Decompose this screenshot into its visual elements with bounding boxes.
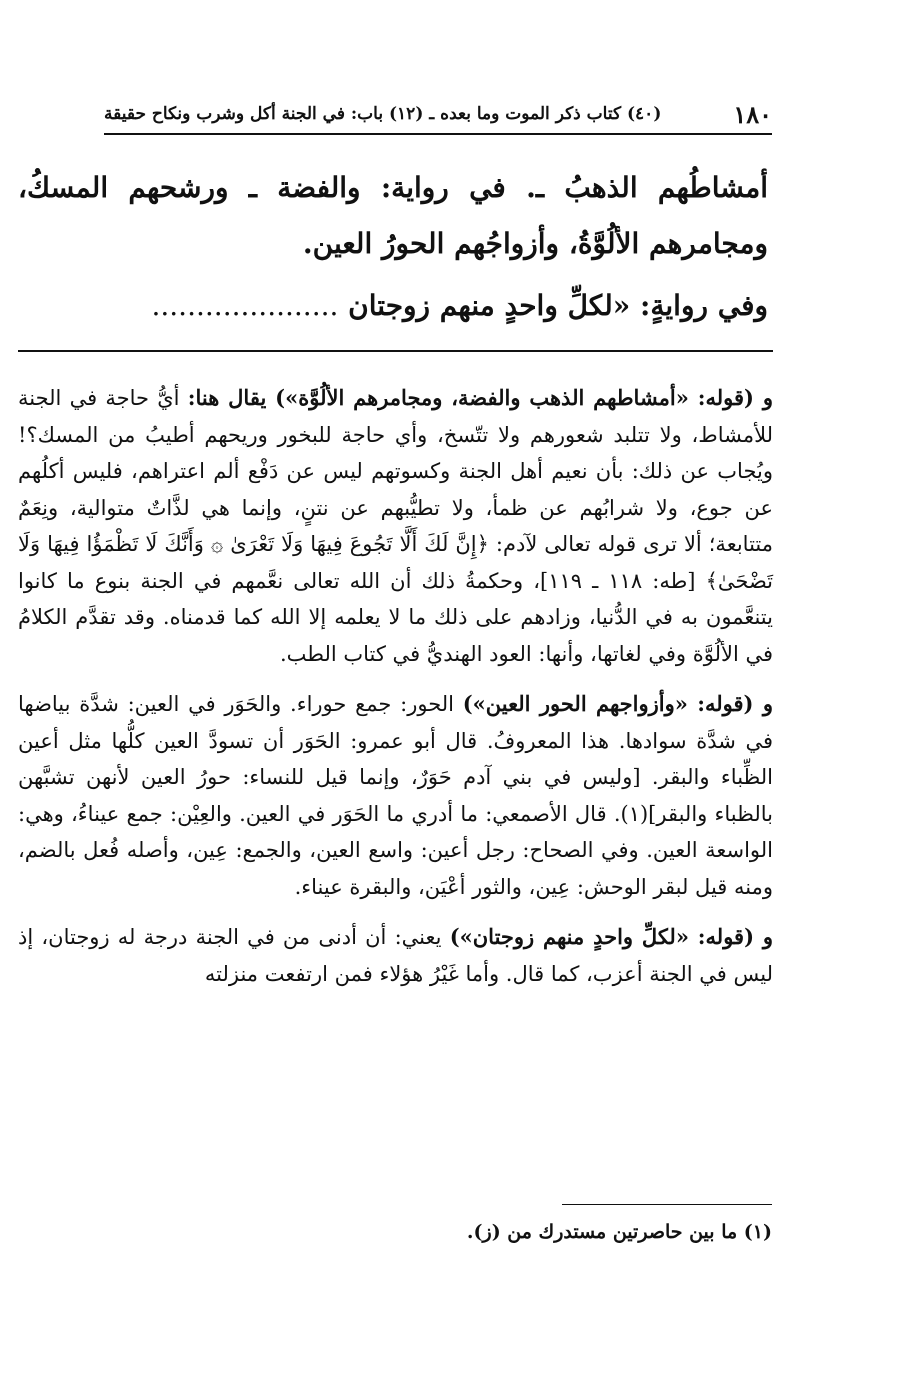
ellipsis-dots: ..................... [151, 289, 339, 322]
hadith-line: وفي روايةٍ: «لكلِّ واحدٍ منهم زوجتان [348, 289, 768, 322]
commentary-body: أيُّ حاجة في الجنة للأمشاط، ولا تتلبد شعورهم ولا تتّسخ، وأي حاجة للبخور وريحهم أطيبُ من المسك؟! ويُجاب عن ذلك: بأن نعيم أهل الجنة وكسوتهم ليس عن دَفْع ألم اعتراهم، فليس أكلُهم عن جوع، ولا شرابُهم عن ظمأ، ولا تطيُّبهم عن نتنٍ، وإنما هي لذَّاتٌ متوالية، ونِعَمٌ متتابعة؛ ألا ترى قوله تعالى لآدم: ﴿إِنَّ لَكَ أَلَّا تَجُوعَ فِيهَا وَلَا تَعْرَىٰ ۞ وَأَنَّكَ لَا تَظْمَؤُا فِيهَا وَلَا تَضْحَىٰ﴾ [طه: ١١٨ ـ ١١٩]، وحكمةُ ذلك أن الله تعالى نعَّمهم في الجنة بنوع ما كانوا يتنعَّمون به في الدُّنيا، وزادهم على ذلك ما لا يعلمه إلا الله كما قدمناه. وقد تقدَّم الكلامُ في الألُوَّة وفي لغاتها، وأنها: العود الهنديُّ في كتاب الطب. [18, 386, 773, 666]
hadith-paragraph: أمشاطُهم الذهبُ ـ. في رواية: والفضة ـ ورشحهم المسكُ، ومجامرهم الألُوَّةُ، وأزواجُهم الحورُ العين. [18, 171, 768, 260]
commentary-paragraph [18, 380, 773, 672]
header-rule [104, 133, 772, 135]
commentary-lead: و (قوله: «لكلِّ واحدٍ منهم زوجتان») [449, 924, 773, 949]
commentary-paragraph [18, 686, 773, 905]
running-title: (٤٠) كتاب ذكر الموت وما بعده ـ (١٢) باب: في الجنة أكل وشرب ونكاح حقيقة [104, 104, 662, 124]
section-divider [18, 350, 773, 352]
hadith-text [18, 160, 768, 334]
commentary-body: يعني: أن أدنى من في الجنة درجة له زوجتان، إذ ليس في الجنة أعزب، كما قال. وأما غَيْرُ هؤلاء فمن ارتفعت منزلته [18, 925, 773, 986]
footnote-rule [562, 1204, 772, 1205]
commentary-lead: و (قوله: «أمشاطهم الذهب والفضة، ومجامرهم الألُوَّة») يقال هنا: [187, 385, 773, 410]
page-number: ١٨٠ [733, 99, 772, 129]
commentary-paragraph [18, 919, 773, 992]
page-header [104, 98, 772, 130]
hadith-paragraph [18, 278, 768, 334]
commentary-lead: و (قوله: «وأزواجهم الحور العين») [462, 691, 773, 716]
footnote: (١) ما بين حاصرتين مستدرك من (ز). [466, 1221, 772, 1243]
commentary-text [18, 380, 773, 1006]
commentary-body: الحور: جمع حوراء. والحَوَر في العين: شدَّة بياضها في شدَّة سوادها. هذا المعروفُ. قال أبو عمرو: الحَوَر أن تسودَّ العين كلُّها مثل أعين الظِّباء والبقر. [وليس في بني آدم حَوَرٌ، وإنما قيل للنساء: حورُ العين لأنهن تشبَّهن بالظباء والبقر](١). قال الأصمعي: ما أدري ما الحَوَر في العين. والعِيْن: جمع عيناءُ، وهي: الواسعة العين. وفي الصحاح: رجل أعين: واسع العين، والجمع: عِين، وأصله فُعل بالضم، ومنه قيل لبقر الوحش: عِين، والثور أعْيَن، والبقرة عيناء. [18, 692, 773, 899]
